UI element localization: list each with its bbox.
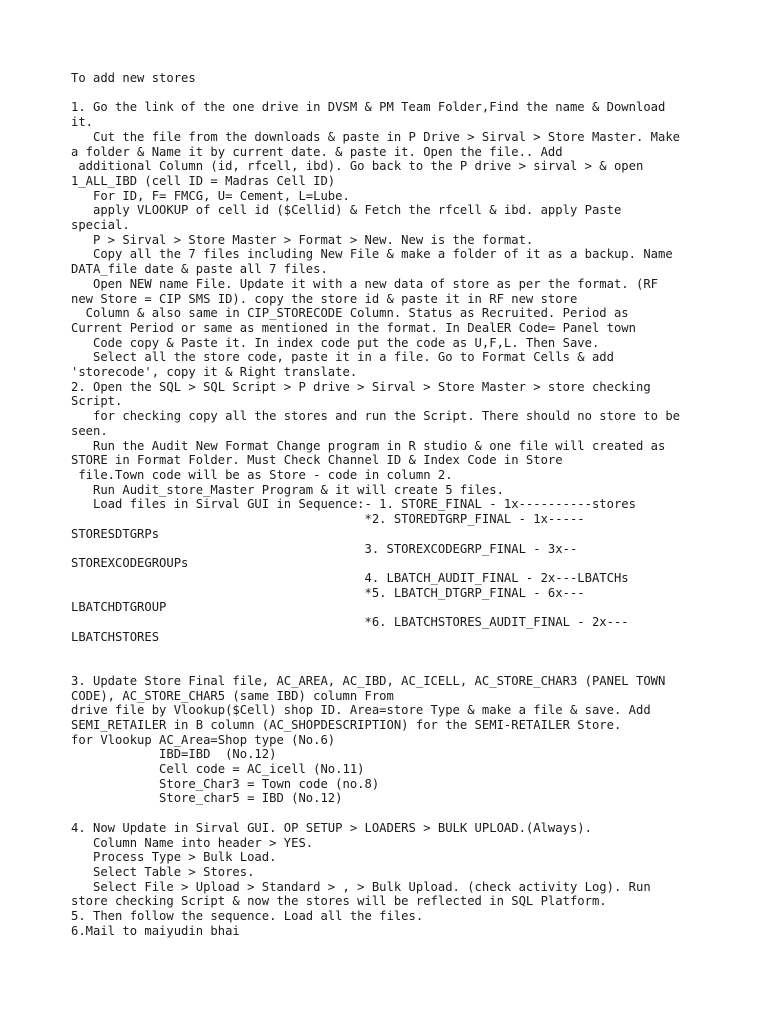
document-line: new Store = CIP SMS ID). copy the store id & paste it in RF new store [71, 291, 578, 306]
document-line: Select File > Upload > Standard > , > Bulk Upload. (check activity Log). Run [71, 879, 651, 894]
document-line: Column & also same in CIP_STORECODE Column. Status as Recruited. Period as [71, 306, 629, 321]
document-line: STOREXCODEGROUPs [71, 556, 189, 571]
document-line: drive file by Vlookup($Cell) shop ID. Area=store Type & make a file & save. Add [71, 703, 651, 718]
document-line: 5. Then follow the sequence. Load all the files. [71, 909, 424, 924]
document-body [71, 71, 731, 938]
document-line: Cell code = AC_icell (No.11) [71, 762, 365, 777]
document-line: SEMI_RETAILER in B column (AC_SHOPDESCRIPTION) for the SEMI-RETAILER Store. [71, 717, 622, 732]
document-line: Select Table > Stores. [71, 864, 255, 879]
document-line: additional Column (id, rfcell, ibd). Go back to the P drive > sirval > & open [71, 159, 644, 174]
document-line: IBD=IBD (No.12) [71, 747, 277, 762]
document-line: Run Audit_store_Master Program & it will create 5 files. [71, 482, 504, 497]
document-line: 3. STOREXCODEGRP_FINAL - 3x-- [71, 541, 578, 556]
document-line: a folder & Name it by current date. & paste it. Open the file.. Add [71, 144, 563, 159]
document-line: Store_Char3 = Town code (no.8) [71, 776, 380, 791]
document-line: Current Period or same as mentioned in the format. In DealER Code= Panel town [71, 320, 636, 335]
document-line [71, 644, 731, 659]
document-line: 1. Go the link of the one drive in DVSM & PM Team Folder,Find the name & Download [71, 100, 666, 115]
document-line [71, 806, 731, 821]
document-line: LBATCHDTGROUP [71, 600, 167, 615]
document-line: Run the Audit New Format Change program in R studio & one file will created as [71, 438, 666, 453]
document-line: Cut the file from the downloads & paste in P Drive > Sirval > Store Master. Make [71, 129, 681, 144]
document-line: Open NEW name File. Update it with a new data of store as per the format. (RF [71, 276, 658, 291]
document-line: 1_ALL_IBD (cell ID = Madras Cell ID) [71, 173, 336, 188]
document-line: Select all the store code, paste it in a file. Go to Format Cells & add [71, 350, 614, 365]
document-line: Load files in Sirval GUI in Sequence:- 1. STORE_FINAL - 1x----------stores [71, 497, 636, 512]
document-line: 4. Now Update in Sirval GUI. OP SETUP > LOADERS > BULK UPLOAD.(Always). [71, 820, 592, 835]
document-line [71, 659, 731, 674]
document-line: seen. [71, 423, 108, 438]
document-line: Code copy & Paste it. In index code put the code as U,F,L. Then Save. [71, 335, 600, 350]
document-line: for Vlookup AC_Area=Shop type (No.6) [71, 732, 336, 747]
document-line: *5. LBATCH_DTGRP_FINAL - 6x--- [71, 585, 585, 600]
document-line: Copy all the 7 files including New File & make a folder of it as a backup. Name [71, 247, 673, 262]
document-line: 2. Open the SQL > SQL Script > P drive > Sirval > Store Master > store checking [71, 379, 651, 394]
document-line: 6.Mail to maiyudin bhai [71, 923, 240, 938]
document-line: DATA_file date & paste all 7 files. [71, 262, 328, 277]
document-line: STORE in Format Folder. Must Check Channel ID & Index Code in Store [71, 453, 563, 468]
document-line: CODE), AC_STORE_CHAR5 (same IBD) column From [71, 688, 394, 703]
document-line [71, 86, 731, 101]
document-line: P > Sirval > Store Master > Format > New. New is the format. [71, 232, 534, 247]
document-line: *6. LBATCHSTORES_AUDIT_FINAL - 2x--- [71, 615, 629, 630]
document-line: Column Name into header > YES. [71, 835, 314, 850]
document-line: For ID, F= FMCG, U= Cement, L=Lube. [71, 188, 350, 203]
document-line: 4. LBATCH_AUDIT_FINAL - 2x---LBATCHs [71, 570, 629, 585]
document-line: Script. [71, 394, 123, 409]
document-line: for checking copy all the stores and run the Script. There should no store to be [71, 409, 681, 424]
document-line: 'storecode', copy it & Right translate. [71, 365, 358, 380]
document-line: To add new stores [71, 71, 196, 85]
document-line: apply VLOOKUP of cell id ($Cellid) & Fetch the rfcell & ibd. apply Paste [71, 203, 622, 218]
document-line: it. [71, 115, 94, 130]
document-line: Process Type > Bulk Load. [71, 850, 277, 865]
document-line: 3. Update Store Final file, AC_AREA, AC_IBD, AC_ICELL, AC_STORE_CHAR3 (PANEL TOWN [71, 673, 666, 688]
document-line: *2. STOREDTGRP_FINAL - 1x----- [71, 512, 585, 527]
document-line: STORESDTGRPs [71, 526, 160, 541]
document-line: Store_char5 = IBD (No.12) [71, 791, 343, 806]
document-line: LBATCHSTORES [71, 629, 160, 644]
document-line: store checking Script & now the stores will be reflected in SQL Platform. [71, 894, 607, 909]
document-line: file.Town code will be as Store - code in column 2. [71, 467, 453, 482]
document-line: special. [71, 218, 130, 233]
